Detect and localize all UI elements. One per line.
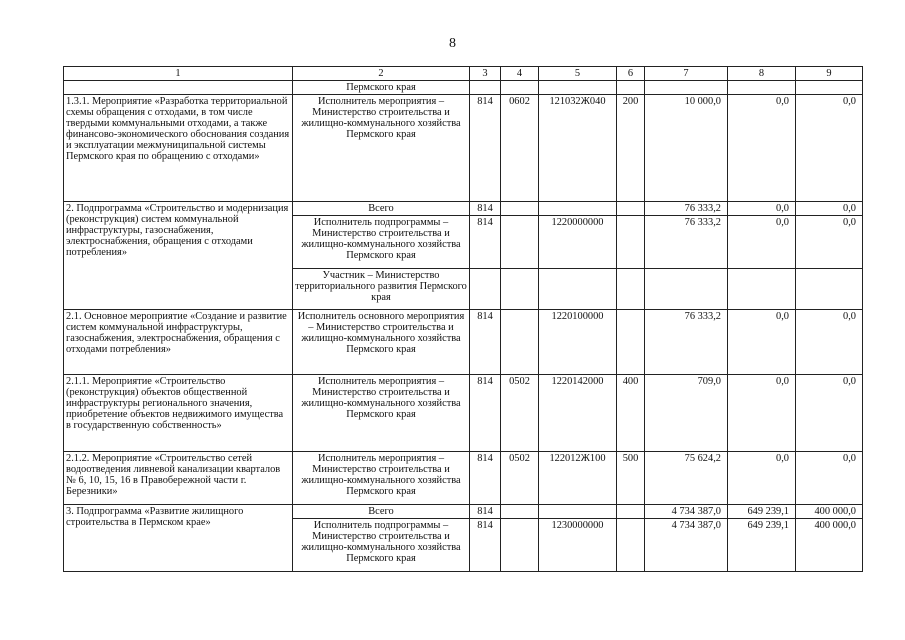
section-code-cell [501, 505, 539, 519]
amount-cell [728, 81, 796, 95]
executor-cell: Пермского края [293, 81, 470, 95]
target-code-cell [539, 202, 617, 216]
column-header: 4 [501, 67, 539, 81]
amount-cell: 76 333,2 [645, 216, 728, 269]
amount-cell [796, 269, 863, 310]
target-code-cell [539, 81, 617, 95]
amount-cell [796, 81, 863, 95]
table-row [64, 95, 863, 202]
amount-cell [728, 269, 796, 310]
amount-cell: 400 000,0 [796, 505, 863, 519]
page-number: 8 [449, 36, 456, 51]
gr-code-cell: 814 [470, 95, 501, 202]
expense-type-cell [617, 505, 645, 519]
amount-cell: 10 000,0 [645, 95, 728, 202]
measure-name-cell: 2.1. Основное мероприятие «Создание и развитие систем коммунальной инфраструктуры, газоснабжения, электроснабжения, обращения с отходами потребления» [64, 310, 293, 375]
executor-cell: Исполнитель мероприятия – Министерство строительства и жилищно-коммунального хозяйства Пермского края [293, 375, 470, 452]
column-header: 8 [728, 67, 796, 81]
column-header: 6 [617, 67, 645, 81]
amount-cell: 0,0 [796, 216, 863, 269]
amount-cell: 649 239,1 [728, 519, 796, 572]
target-code-cell: 1220100000 [539, 310, 617, 375]
table-row [64, 505, 863, 519]
table-row [64, 202, 863, 216]
target-code-cell: 122012Ж100 [539, 452, 617, 505]
gr-code-cell: 814 [470, 310, 501, 375]
amount-cell: 0,0 [728, 310, 796, 375]
amount-cell: 649 239,1 [728, 505, 796, 519]
table-row [64, 375, 863, 452]
table-row [64, 310, 863, 375]
amount-cell: 0,0 [796, 95, 863, 202]
expense-type-cell: 500 [617, 452, 645, 505]
executor-cell: Всего [293, 505, 470, 519]
expense-type-cell: 400 [617, 375, 645, 452]
table-row [64, 452, 863, 505]
amount-cell: 0,0 [728, 95, 796, 202]
executor-cell: Исполнитель мероприятия – Министерство строительства и жилищно-коммунального хозяйства Пермского края [293, 452, 470, 505]
executor-cell: Всего [293, 202, 470, 216]
amount-cell: 0,0 [796, 310, 863, 375]
column-header: 1 [64, 67, 293, 81]
amount-cell: 4 734 387,0 [645, 519, 728, 572]
target-code-cell: 1220000000 [539, 216, 617, 269]
measure-name-cell: 2.1.1. Мероприятие «Строительство (реконструкция) объектов общественной инфраструктуры регионального значения, приобретение объектов недвижимого имущества в государственную собственность» [64, 375, 293, 452]
column-header: 5 [539, 67, 617, 81]
target-code-cell: 1220142000 [539, 375, 617, 452]
measure-name-cell: 2.1.2. Мероприятие «Строительство сетей водоотведения ливневой канализации кварталов № 6, 10, 15, 16 в Правобережной части г. Березники» [64, 452, 293, 505]
section-code-cell [501, 202, 539, 216]
target-code-cell [539, 505, 617, 519]
table-row [64, 81, 863, 95]
gr-code-cell [470, 269, 501, 310]
amount-cell: 0,0 [728, 216, 796, 269]
amount-cell: 0,0 [728, 452, 796, 505]
gr-code-cell: 814 [470, 505, 501, 519]
expense-type-cell [617, 216, 645, 269]
section-code-cell: 0602 [501, 95, 539, 202]
amount-cell: 76 333,2 [645, 202, 728, 216]
amount-cell: 709,0 [645, 375, 728, 452]
budget-table [63, 66, 863, 572]
measure-name-cell: 3. Подпрограмма «Развитие жилищного строительства в Пермском крае» [64, 505, 293, 572]
column-header: 9 [796, 67, 863, 81]
target-code-cell [539, 269, 617, 310]
measure-name-cell: 2. Подпрограмма «Строительство и модернизация (реконструкция) систем коммунальной инфраструктуры, газоснабжения, электроснабжения, обращения с отходами потребления» [64, 202, 293, 310]
target-code-cell: 121032Ж040 [539, 95, 617, 202]
target-code-cell: 1230000000 [539, 519, 617, 572]
gr-code-cell: 814 [470, 452, 501, 505]
amount-cell: 400 000,0 [796, 519, 863, 572]
executor-cell: Исполнитель подпрограммы – Министерство строительства и жилищно-коммунального хозяйства Пермского края [293, 216, 470, 269]
section-code-cell: 0502 [501, 452, 539, 505]
gr-code-cell: 814 [470, 202, 501, 216]
section-code-cell [501, 216, 539, 269]
amount-cell: 0,0 [728, 375, 796, 452]
gr-code-cell [470, 81, 501, 95]
amount-cell: 0,0 [796, 375, 863, 452]
executor-cell: Исполнитель основного мероприятия – Министерство строительства и жилищно-коммунального хозяйства Пермского края [293, 310, 470, 375]
section-code-cell: 0502 [501, 375, 539, 452]
section-code-cell [501, 81, 539, 95]
measure-name-cell: 1.3.1. Мероприятие «Разработка территориальной схемы обращения с отходами, в том числе твердыми коммунальными отходами, а также финансово-экономического обоснования создания и эксплуатации межмуниципальной системы Пермского края по обращению с отходами» [64, 95, 293, 202]
section-code-cell [501, 269, 539, 310]
gr-code-cell: 814 [470, 519, 501, 572]
section-code-cell [501, 519, 539, 572]
amount-cell: 0,0 [796, 202, 863, 216]
section-code-cell [501, 310, 539, 375]
amount-cell: 76 333,2 [645, 310, 728, 375]
measure-name-cell [64, 81, 293, 95]
expense-type-cell [617, 202, 645, 216]
expense-type-cell [617, 269, 645, 310]
amount-cell [645, 269, 728, 310]
gr-code-cell: 814 [470, 216, 501, 269]
amount-cell [645, 81, 728, 95]
amount-cell: 0,0 [796, 452, 863, 505]
expense-type-cell [617, 310, 645, 375]
column-header: 7 [645, 67, 728, 81]
column-header: 2 [293, 67, 470, 81]
gr-code-cell: 814 [470, 375, 501, 452]
expense-type-cell [617, 519, 645, 572]
expense-type-cell [617, 81, 645, 95]
amount-cell: 4 734 387,0 [645, 505, 728, 519]
executor-cell: Участник – Министерство территориального развития Пермского края [293, 269, 470, 310]
expense-type-cell: 200 [617, 95, 645, 202]
executor-cell: Исполнитель мероприятия – Министерство строительства и жилищно-коммунального хозяйства Пермского края [293, 95, 470, 202]
amount-cell: 0,0 [728, 202, 796, 216]
amount-cell: 75 624,2 [645, 452, 728, 505]
table-header-row [64, 67, 863, 81]
column-header: 3 [470, 67, 501, 81]
executor-cell: Исполнитель подпрограммы – Министерство строительства и жилищно-коммунального хозяйства Пермского края [293, 519, 470, 572]
